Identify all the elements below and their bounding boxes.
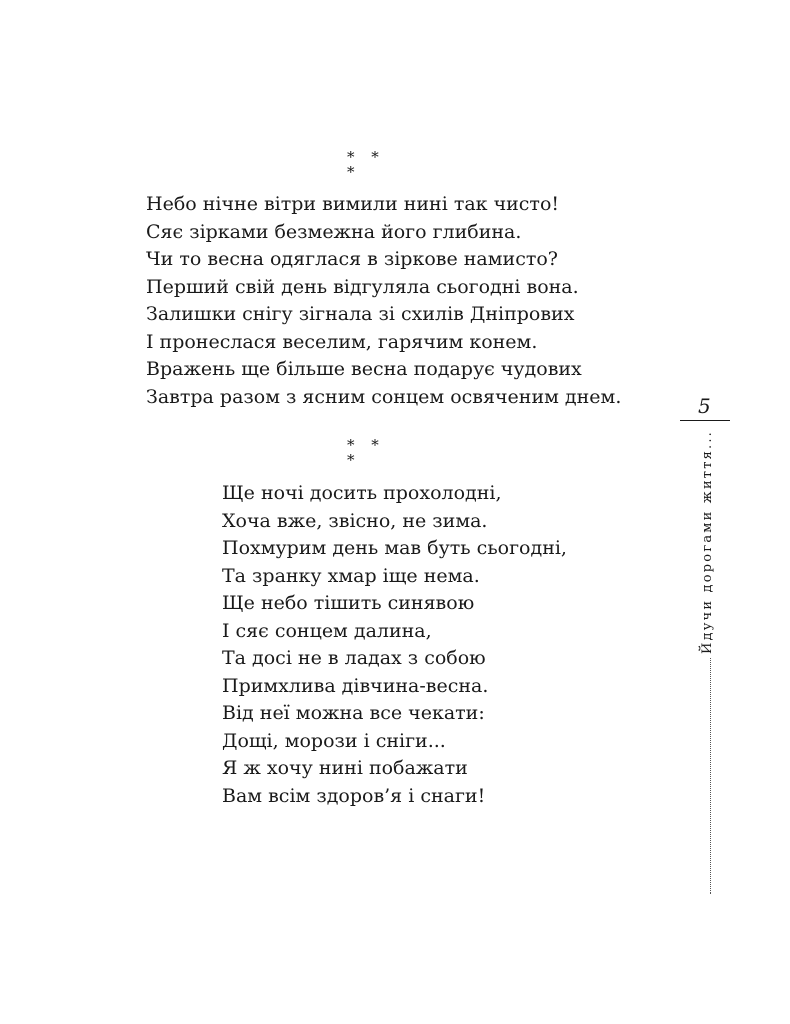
running-head bbox=[697, 430, 717, 894]
poem-line: Перший свій день відгуляла сьогодні вона. bbox=[146, 275, 579, 298]
poem-line: Примхлива дівчина-весна. bbox=[222, 674, 489, 697]
poem-line: Чи то весна одяглася в зіркове намисто? bbox=[146, 248, 558, 270]
poem-line: Ще небо тішить синявою bbox=[222, 592, 475, 614]
poem-line: Залишки снігу зігнала зі схилів Дніпрових bbox=[146, 303, 575, 325]
poem-line: Небо нічне вітри вимили нині так чисто! bbox=[146, 193, 560, 215]
poem-line: І пронеслася веселим, гарячим конем. bbox=[146, 330, 538, 353]
running-head-title: Йдучи дорогами життя... bbox=[699, 430, 715, 655]
poem-line: Хоча вже, звісно, не зима. bbox=[222, 509, 488, 532]
poem-line: Дощі, морози і сніги... bbox=[222, 729, 446, 752]
stanza-separator: * * * bbox=[347, 148, 385, 181]
poem-line: Я ж хочу нині побажати bbox=[222, 757, 468, 779]
poem-line: Вам всім здоров’я і снаги! bbox=[222, 784, 486, 807]
poem-line: Та досі не в ладах з собою bbox=[222, 647, 486, 669]
poem-second bbox=[222, 480, 567, 810]
poem-line: Та зранку хмар іще нема. bbox=[222, 564, 480, 587]
poem-line: Похмурим день мав буть сьогодні, bbox=[222, 537, 567, 559]
poem-first bbox=[146, 191, 621, 411]
page-number-rule bbox=[680, 420, 730, 421]
poem-line: Сяє зірками безмежна його глибина. bbox=[146, 220, 522, 243]
poem-line: Завтра разом з ясним сонцем освяченим днем. bbox=[146, 385, 622, 408]
poem-line: І сяє сонцем далина, bbox=[222, 619, 432, 642]
poem-line: Вражень ще більше весна подарує чудових bbox=[146, 358, 582, 380]
dotted-leader bbox=[710, 658, 711, 894]
poem-line: Ще ночі досить прохолодні, bbox=[222, 482, 502, 504]
page-number: 5 bbox=[698, 394, 711, 418]
running-head-strip bbox=[697, 430, 717, 894]
stanza-separator: * * * bbox=[347, 436, 385, 469]
poem-line: Від неї можна все чекати: bbox=[222, 702, 485, 724]
